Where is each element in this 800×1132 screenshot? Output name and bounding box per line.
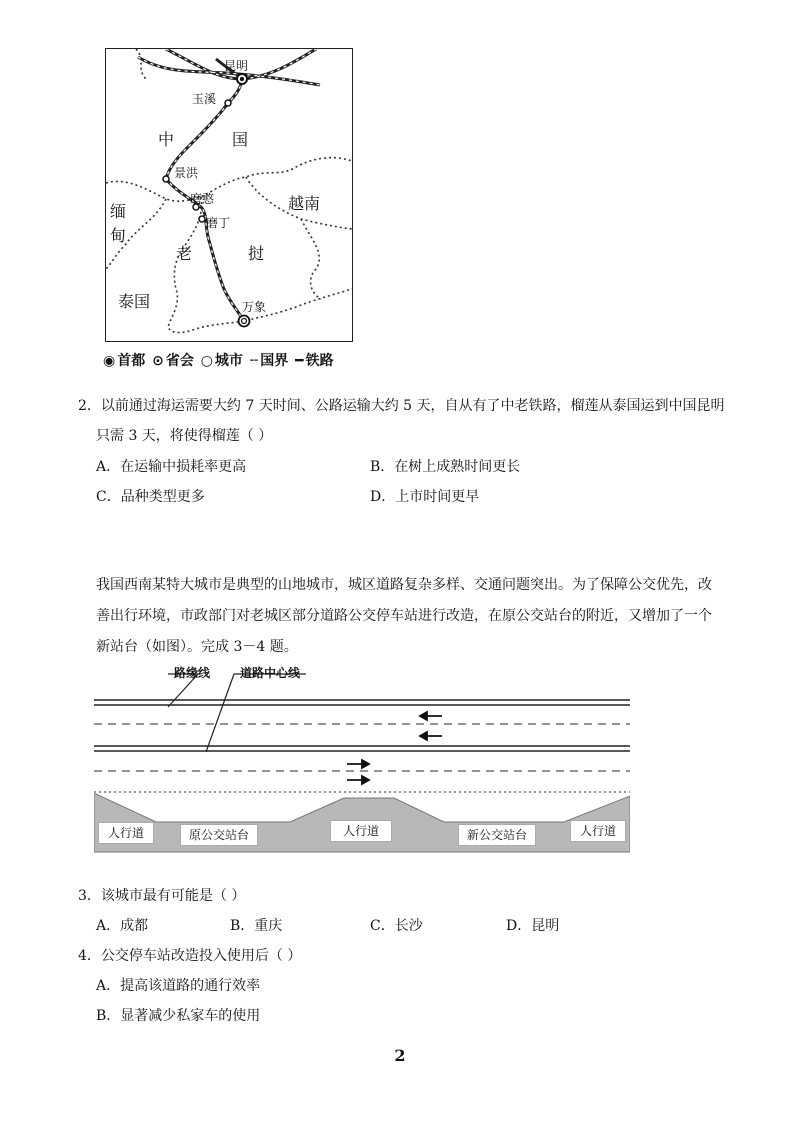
label-china-2: 国: [232, 130, 249, 149]
moding-marker: [199, 216, 205, 222]
legend-capital: 首都: [117, 353, 146, 369]
q2-option-b[interactable]: B．在树上成熟时间更长: [370, 459, 521, 475]
label-laos-1: 老: [176, 244, 193, 263]
railway-hatching: [138, 49, 320, 321]
label-jinghong: 景洪: [174, 166, 199, 180]
label-laos-2: 挝: [248, 244, 265, 263]
q4-option-b[interactable]: B．显著减少私家车的使用: [96, 1008, 261, 1024]
railway-map: [105, 48, 353, 342]
label-china-1: 中: [158, 130, 175, 149]
q2-option-a[interactable]: A．在运输中损耗率更高: [96, 459, 247, 475]
legend-city: 城市: [214, 353, 243, 369]
old-stop-label: 原公交站台: [180, 824, 258, 846]
bus-stop-diagram: [94, 662, 630, 858]
label-vietnam: 越南: [288, 194, 321, 213]
arrows-eastbound: [347, 760, 369, 784]
border-north: [136, 49, 146, 79]
label-vientiane: 万象: [242, 300, 267, 314]
yuxi-marker: [225, 100, 231, 106]
label-myanmar-1: 缅: [110, 202, 127, 221]
q4-stem: 4．公交停车站改造投入使用后（ ）: [78, 948, 302, 964]
passage-line3: 新站台（如图）。完成 3－4 题。: [96, 639, 298, 655]
q2-stem-line2: 只需 3 天，将使得榴莲（ ）: [96, 428, 273, 444]
q2-option-c[interactable]: C．品种类型更多: [96, 489, 205, 505]
vientiane-marker-inner: [242, 319, 247, 324]
q2-stem-line1: 2．以前通过海运需要大约 7 天时间、公路运输大约 5 天，自从有了中老铁路，榴莲从泰国运到中国昆明: [78, 398, 725, 414]
q4-option-a[interactable]: A．提高该道路的通行效率: [96, 978, 261, 994]
arrow-right-2-head: [362, 776, 369, 784]
sidewalk-label-right: 人行道: [570, 820, 626, 842]
legend-border: 国界: [260, 353, 289, 369]
label-kunming: 昆明: [224, 59, 249, 73]
border-laos-east: [301, 219, 321, 299]
q3-option-d[interactable]: D．昆明: [506, 918, 560, 934]
provincial-capital-icon: ⊙: [152, 353, 164, 369]
jinghong-marker: [163, 176, 169, 182]
label-myanmar-2: 甸: [110, 226, 127, 245]
page-number: 2: [394, 1046, 406, 1065]
q3-stem: 3．该城市最有可能是（ ）: [78, 888, 246, 904]
sidewalk-label-middle: 人行道: [330, 820, 392, 842]
legend-railway: 铁路: [305, 353, 334, 369]
city-icon: ○: [200, 353, 213, 369]
curb-line-label: 路缘线: [174, 666, 211, 680]
center-line-label: 道路中心线: [240, 666, 301, 680]
border-icon: ╌: [249, 353, 259, 369]
q3-option-c[interactable]: C．长沙: [370, 918, 423, 934]
border-lines: [106, 49, 352, 333]
q2-option-d[interactable]: D．上市时间更早: [370, 489, 480, 505]
map-drawing: [106, 49, 352, 341]
legend-provincial-capital: 省会: [165, 353, 194, 369]
kunming-marker-dot: [240, 77, 244, 81]
label-thailand: 泰国: [118, 292, 151, 311]
passage-line2: 善出行环境，市政部门对老城区部分道路公交停车站进行改造，在原公交站台的附近，又增加了一个: [96, 608, 712, 624]
new-stop-label: 新公交站台: [458, 824, 536, 846]
railway-icon: ━: [295, 353, 304, 369]
q3-option-a[interactable]: A．成都: [96, 918, 149, 934]
q3-option-b[interactable]: B．重庆: [230, 918, 283, 934]
capital-icon: ◉: [103, 353, 116, 369]
map-legend: [103, 350, 336, 370]
label-yuxi: 玉溪: [192, 92, 217, 106]
passage-line1: 我国西南某特大城市是典型的山地城市，城区道路复杂多样、交通问题突出。为了保障公交优先，改: [96, 577, 712, 593]
arrows-westbound: [420, 712, 442, 740]
arrow-left-2-head: [420, 732, 427, 740]
sidewalk-label-left: 人行道: [98, 822, 154, 844]
railway-lines: [138, 49, 320, 321]
center-label-leader: [206, 674, 234, 752]
arrow-right-1-head: [362, 760, 369, 768]
label-mohan: 磨憨: [190, 192, 215, 206]
label-moding: 磨丁: [206, 216, 231, 230]
arrow-left-1-head: [420, 712, 427, 720]
